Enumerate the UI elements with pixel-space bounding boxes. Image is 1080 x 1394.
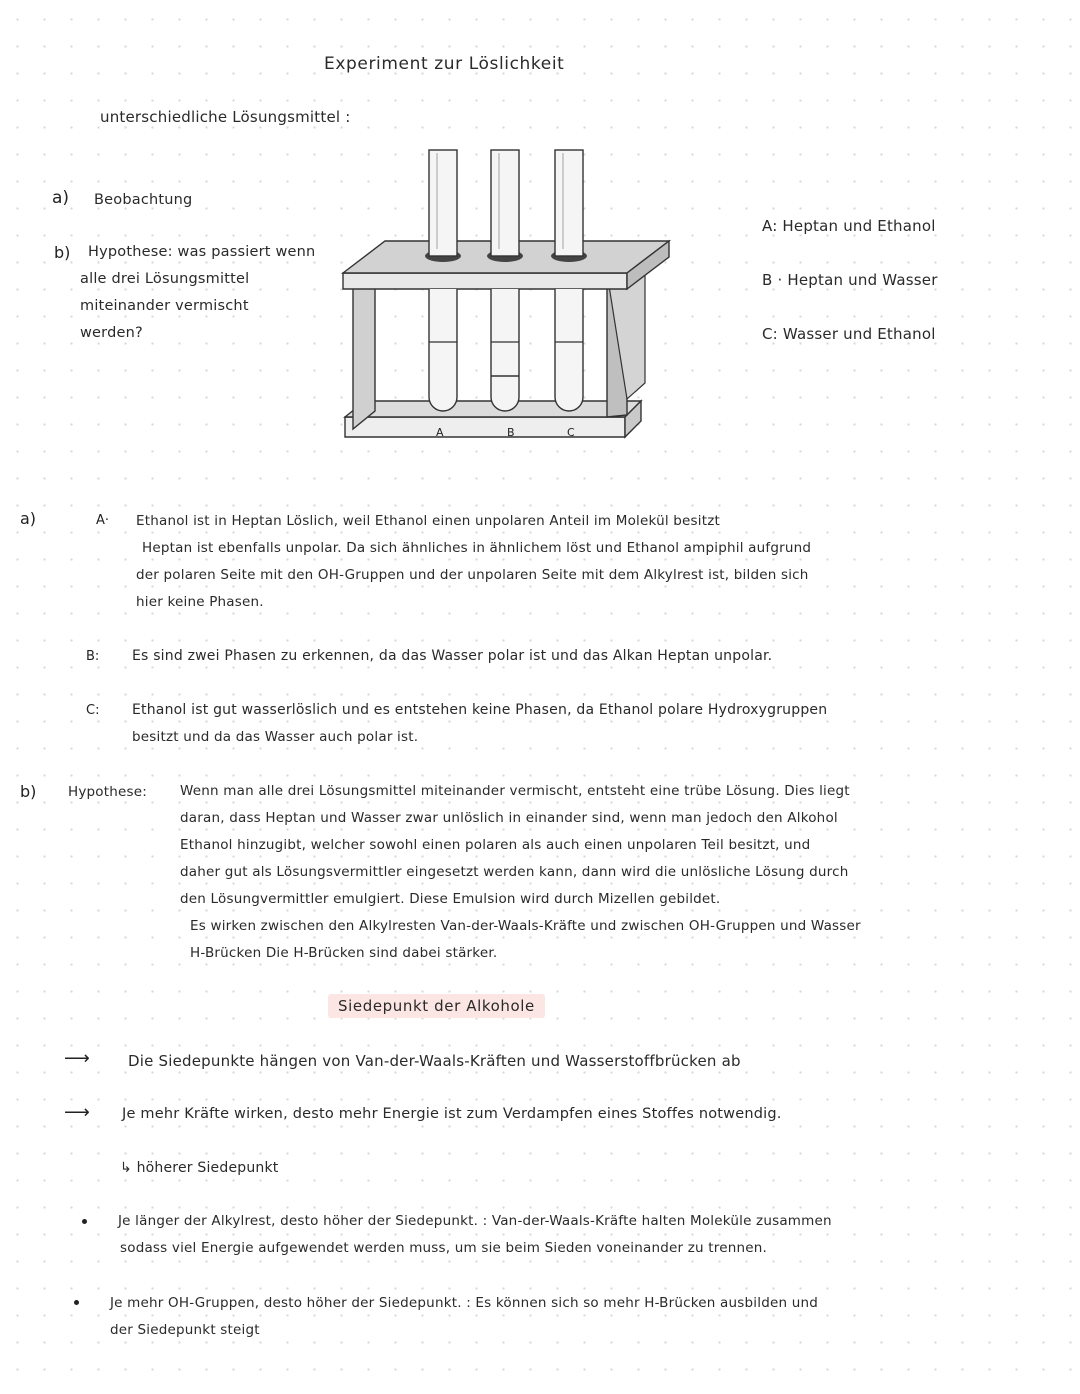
task-b-line: Hypothese: was passiert wenn [88, 244, 316, 260]
arrow-icon: ⟶ [64, 1102, 90, 1123]
answer-B-label: B: [86, 649, 100, 664]
legend-item-a: A: Heptan und Ethanol [762, 217, 936, 235]
hypothesis-line: den Lösungvermittler emulgiert. Diese Emulsion wird durch Mizellen gebildet. [180, 891, 721, 907]
page-title: Experiment zur Löslichkeit [324, 54, 565, 74]
tube-label: A [436, 426, 444, 439]
tube-label: B [507, 426, 515, 439]
hypothesis-line: daran, dass Heptan und Wasser zwar unlöslich in einander sind, wenn man jedoch den Alkohol [180, 810, 838, 826]
bullet-1-line: sodass viel Energie aufgewendet werden muss, um sie beim Sieden voneinander zu trennen. [120, 1240, 767, 1256]
legend-item-c: C: Wasser und Ethanol [762, 325, 936, 343]
arrow-icon: ⟶ [64, 1048, 90, 1069]
hypothesis-line: Ethanol hinzugibt, welcher sowohl einen polaren als auch einen unpolaren Teil besitzt, und [180, 837, 811, 853]
answer-C-line: besitzt und da das Wasser auch polar ist. [132, 729, 419, 745]
answer-C-line: Ethanol ist gut wasserlöslich und es entstehen keine Phasen, da Ethanol polare Hydroxygruppen [132, 702, 828, 718]
task-a-label: a) [52, 188, 70, 208]
answer-C-label: C: [86, 703, 100, 718]
bullet-icon [74, 1300, 79, 1305]
bullet-icon [82, 1219, 87, 1224]
answer-A-label: A· [96, 513, 110, 528]
answer-B-text: Es sind zwei Phasen zu erkennen, da das Wasser polar ist und das Alkan Heptan unpolar. [132, 648, 773, 664]
bullet-2-line: Je mehr OH-Gruppen, desto höher der Siedepunkt. : Es können sich so mehr H-Brücken ausbilden und [110, 1295, 818, 1311]
section-title-boiling: Siedepunkt der Alkohole [328, 994, 545, 1018]
answer-A-line: Heptan ist ebenfalls unpolar. Da sich ähnliches in ähnlichem löst und Ethanol ampiphil aufgrund [142, 540, 812, 556]
hypothesis-line: Es wirken zwischen den Alkylresten Van-der-Waals-Kräfte und zwischen OH-Gruppen und Wasser [190, 918, 861, 934]
tube-label: C [567, 426, 575, 439]
test-tube-rack-figure [335, 145, 675, 445]
boiling-sub: ↳ höherer Siedepunkt [120, 1160, 279, 1176]
task-a-text: Beobachtung [94, 192, 193, 208]
answer-A-line: hier keine Phasen. [136, 594, 264, 610]
hypothesis-line: Wenn man alle drei Lösungsmittel miteinander vermischt, entsteht eine trübe Lösung. Dies liegt [180, 783, 850, 799]
answer-A-line: Ethanol ist in Heptan Löslich, weil Ethanol einen unpolaren Anteil im Molekül besitzt [136, 513, 721, 529]
hypothesis-heading: Hypothese: [68, 784, 148, 800]
answers-b-label: b) [20, 782, 37, 801]
bullet-2-line: der Siedepunkt steigt [110, 1322, 260, 1338]
subtitle: unterschiedliche Lösungsmittel : [100, 108, 351, 126]
task-b-line: alle drei Lösungsmittel [80, 271, 250, 287]
hypothesis-line: daher gut als Lösungsvermittler eingesetzt werden kann, dann wird die unlösliche Lösung durch [180, 864, 849, 880]
task-b-line: werden? [80, 325, 143, 341]
task-b-line: miteinander vermischt [80, 298, 249, 314]
boiling-point-2: Je mehr Kräfte wirken, desto mehr Energie ist zum Verdampfen eines Stoffes notwendig. [122, 1106, 782, 1122]
answers-a-label: a) [20, 509, 37, 528]
boiling-point-1: Die Siedepunkte hängen von Van-der-Waals-Kräften und Wasserstoffbrücken ab [128, 1052, 741, 1070]
task-b-label: b) [54, 243, 71, 262]
hypothesis-line: H-Brücken Die H-Brücken sind dabei stärker. [190, 945, 498, 961]
answer-A-line: der polaren Seite mit den OH-Gruppen und der unpolaren Seite mit dem Alkylrest ist, bilden sich [136, 567, 809, 583]
legend-item-b: B · Heptan und Wasser [762, 271, 938, 289]
bullet-1-line: Je länger der Alkylrest, desto höher der Siedepunkt. : Van-der-Waals-Kräfte halten Moleküle zusammen [118, 1213, 832, 1229]
